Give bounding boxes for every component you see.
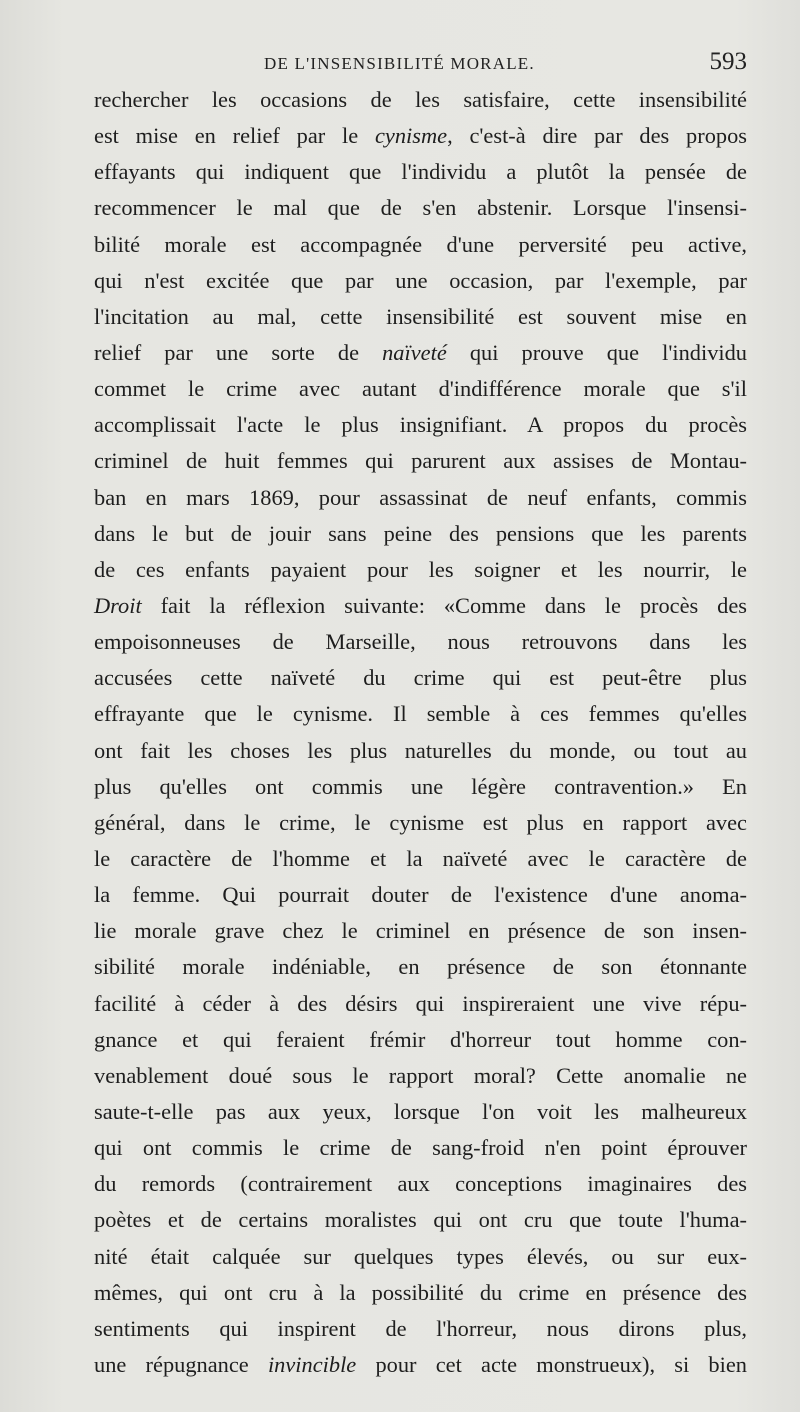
text-line xyxy=(94,769,747,805)
text-run: l'incitation au mal, cette insensibilité est souvent mise en xyxy=(94,303,747,329)
text-line xyxy=(94,986,747,1022)
text-line xyxy=(94,949,747,985)
text-run: criminel de huit femmes qui parurent aux assises de Montau- xyxy=(94,448,747,474)
text-line xyxy=(94,299,747,335)
text-line xyxy=(94,82,747,118)
text-line xyxy=(94,1239,747,1275)
running-head: DE L'INSENSIBILITÉ MORALE. xyxy=(264,54,535,73)
text-run: relief par une sorte de xyxy=(94,339,383,365)
text-run: ont fait les choses les plus naturelles du monde, ou tout au xyxy=(94,737,747,763)
text-run: venablement doué sous le rapport moral? Cette anomalie ne xyxy=(94,1062,747,1088)
text-run: qui n'est excitée que par une occasion, par l'exemple, par xyxy=(94,267,747,293)
text-line xyxy=(94,335,747,371)
italic-word: invincible xyxy=(267,1351,357,1377)
text-run: qui prouve que l'individu xyxy=(446,339,748,365)
text-line xyxy=(94,877,747,913)
text-line xyxy=(94,443,747,479)
text-run: poètes et de certains moralistes qui ont cru que toute l'huma- xyxy=(94,1207,747,1233)
text-run: est mise en relief par le xyxy=(94,123,375,149)
text-run: qui ont commis le crime de sang-froid n'en point éprouver xyxy=(94,1135,747,1161)
text-run: dans le but de jouir sans peine des pensions que les parents xyxy=(94,520,747,546)
italic-word: Droit xyxy=(94,592,142,618)
text-run: effrayante que le cynisme. Il semble à ces femmes qu'elles xyxy=(94,701,747,727)
text-run: sibilité morale indéniable, en présence de son étonnante xyxy=(94,954,747,980)
text-run: ban en mars 1869, pour assassinat de neuf enfants, commis xyxy=(94,484,747,510)
text-run: nité était calquée sur quelques types élevés, ou sur eux- xyxy=(94,1243,747,1269)
text-line xyxy=(94,1347,747,1383)
text-line xyxy=(94,407,747,443)
text-run: du remords (contrairement aux conceptions imaginaires des xyxy=(94,1171,747,1197)
text-line xyxy=(94,1166,747,1202)
text-line xyxy=(94,1311,747,1347)
text-run: facilité à céder à des désirs qui inspireraient une vive répu- xyxy=(94,990,747,1016)
text-line xyxy=(94,263,747,299)
text-run: lie morale grave chez le criminel en présence de son insen- xyxy=(94,918,747,944)
text-run: , c'est-à dire par des propos xyxy=(447,123,748,149)
text-line xyxy=(94,552,747,588)
text-run: sentiments qui inspirent de l'horreur, nous dirons plus, xyxy=(94,1315,747,1341)
text-run: commet le crime avec autant d'indifférence morale que s'il xyxy=(94,376,747,402)
text-line xyxy=(94,516,747,552)
text-line xyxy=(94,371,747,407)
text-line xyxy=(94,696,747,732)
text-line xyxy=(94,913,747,949)
body-text xyxy=(94,82,747,1383)
text-run: accomplissait l'acte le plus insignifiant. A propos du procès xyxy=(94,412,747,438)
text-line xyxy=(94,190,747,226)
text-run: bilité morale est accompagnée d'une perversité peu active, xyxy=(94,231,747,257)
text-run: gnance et qui feraient frémir d'horreur tout homme con- xyxy=(94,1026,747,1052)
text-line xyxy=(94,733,747,769)
text-line xyxy=(94,154,747,190)
text-run: la femme. Qui pourrait douter de l'existence d'une anoma- xyxy=(94,882,747,908)
text-line xyxy=(94,1275,747,1311)
text-line xyxy=(94,1022,747,1058)
text-line xyxy=(94,1058,747,1094)
text-line xyxy=(94,1130,747,1166)
text-run: de ces enfants payaient pour les soigner et les nourrir, le xyxy=(94,556,747,582)
text-run: le caractère de l'homme et la naïveté avec le caractère de xyxy=(94,845,747,871)
page-header xyxy=(94,48,747,78)
italic-word: cynisme xyxy=(374,123,448,149)
text-line xyxy=(94,118,747,154)
text-line xyxy=(94,660,747,696)
text-line xyxy=(94,1094,747,1130)
text-run: saute-t-elle pas aux yeux, lorsque l'on voit les malheureux xyxy=(94,1098,747,1124)
text-line xyxy=(94,624,747,660)
text-run: plus qu'elles ont commis une légère contravention.» En xyxy=(94,773,747,799)
text-run: fait la réflexion suivante: «Comme dans le procès des xyxy=(141,592,747,618)
italic-word: naïveté xyxy=(382,339,447,365)
page-number: 593 xyxy=(709,48,747,75)
text-line xyxy=(94,227,747,263)
text-line xyxy=(94,1202,747,1238)
text-line xyxy=(94,480,747,516)
text-line xyxy=(94,805,747,841)
text-run: rechercher les occasions de les satisfaire, cette insensibilité xyxy=(94,87,747,112)
text-run: une répugnance xyxy=(94,1351,268,1377)
text-run: effayants qui indiquent que l'individu a plutôt la pensée de xyxy=(94,159,747,185)
text-line xyxy=(94,588,747,624)
text-run: accusées cette naïveté du crime qui est peut-être plus xyxy=(94,665,747,691)
text-run: empoisonneuses de Marseille, nous retrouvons dans les xyxy=(94,629,747,655)
text-run: pour cet acte monstrueux), si bien xyxy=(356,1351,747,1377)
text-run: mêmes, qui ont cru à la possibilité du crime en présence des xyxy=(94,1279,747,1305)
text-line xyxy=(94,841,747,877)
text-run: recommencer le mal que de s'en abstenir. Lorsque l'insensi- xyxy=(94,195,747,221)
text-run: général, dans le crime, le cynisme est plus en rapport avec xyxy=(94,809,747,835)
